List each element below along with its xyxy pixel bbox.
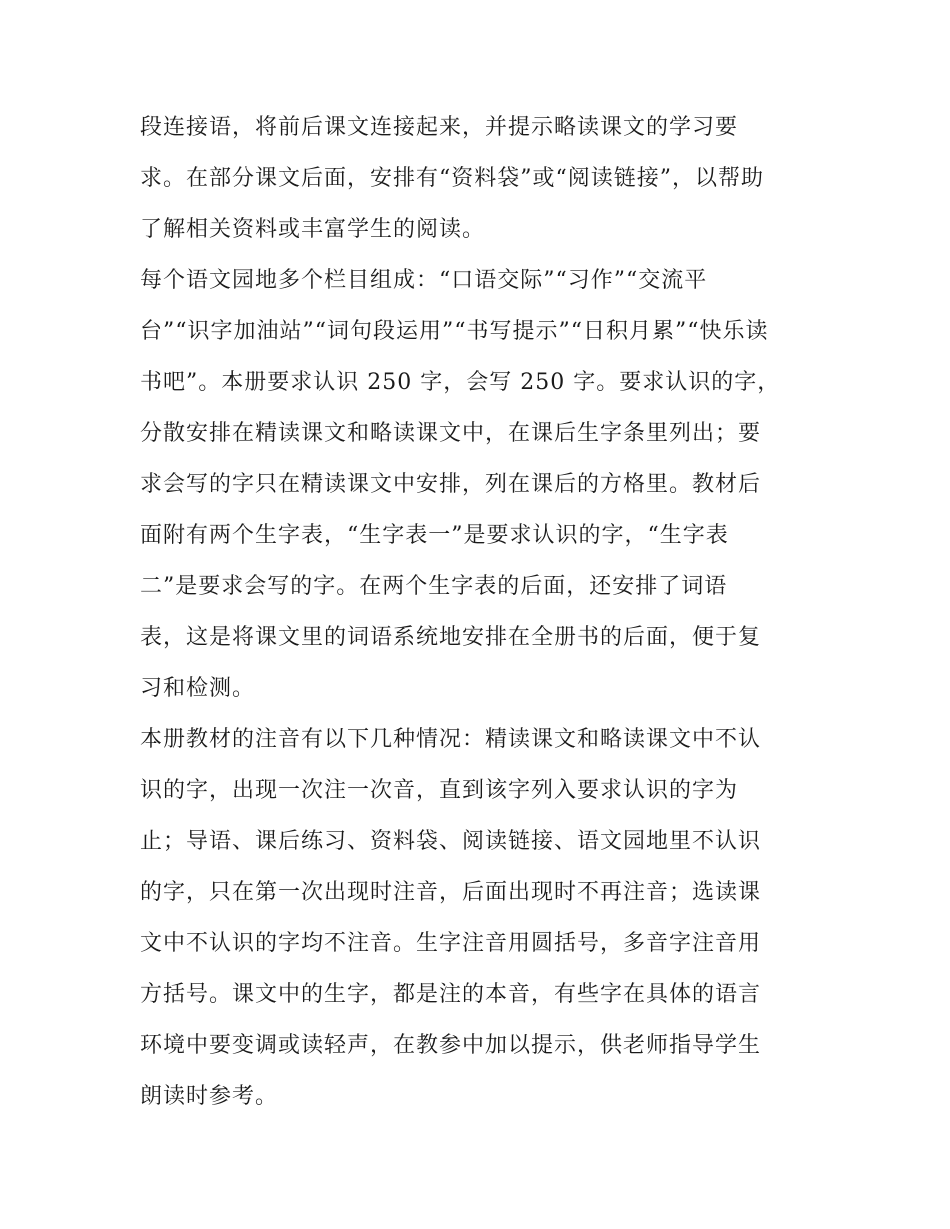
text-line: 二”是要求会写的字。在两个生字表的后面，还安排了词语 <box>140 574 728 599</box>
text-line: 识的字，出现一次注一次音，直到该字列入要求认识的字为 <box>140 778 739 803</box>
text-line: 环境中要变调或读轻声，在教参中加以提示，供老师指导学生 <box>140 1033 762 1058</box>
text-line: 方括号。课文中的生字，都是注的本音，有些字在具体的语言 <box>140 982 762 1007</box>
text-line: 了解相关资料或丰富学生的阅读。 <box>140 217 486 242</box>
text-line: 面附有两个生字表，“生字表一”是要求认识的字，“生字表 <box>140 523 729 548</box>
text-line: 求会写的字只在精读课文中安排，列在课后的方格里。教材后 <box>140 472 762 497</box>
text-line: 止；导语、课后练习、资料袋、阅读链接、语文园地里不认识 <box>140 829 762 854</box>
text-line: 书吧”。本册要求认识 250 字，会写 250 字。要求认识的字， <box>140 370 781 395</box>
text-line: 分散安排在精读课文和略读课文中，在课后生字条里列出；要 <box>140 421 762 446</box>
text-line: 习和检测。 <box>140 676 256 701</box>
text-line: 文中不认识的字均不注音。生字注音用圆括号，多音字注音用 <box>140 931 762 956</box>
text-line: 表，这是将课文里的词语系统地安排在全册书的后面，便于复 <box>140 625 762 650</box>
text-line: 台”“识字加油站”“词句段运用”“书写提示”“日积月累”“快乐读 <box>140 319 769 344</box>
text-line: 的字，只在第一次出现时注音，后面出现时不再注音；选读课 <box>140 880 762 905</box>
text-line: 求。在部分课文后面，安排有“资料袋”或“阅读链接”，以帮助 <box>140 166 764 191</box>
text-line: 朗读时参考。 <box>140 1084 279 1109</box>
text-line: 段连接语，将前后课文连接起来，并提示略读课文的学习要 <box>140 115 739 140</box>
text-line: 本册教材的注音有以下几种情况：精读课文和略读课文中不认 <box>140 727 762 752</box>
text-line: 每个语文园地多个栏目组成：“口语交际”“习作”“交流平 <box>140 268 708 293</box>
